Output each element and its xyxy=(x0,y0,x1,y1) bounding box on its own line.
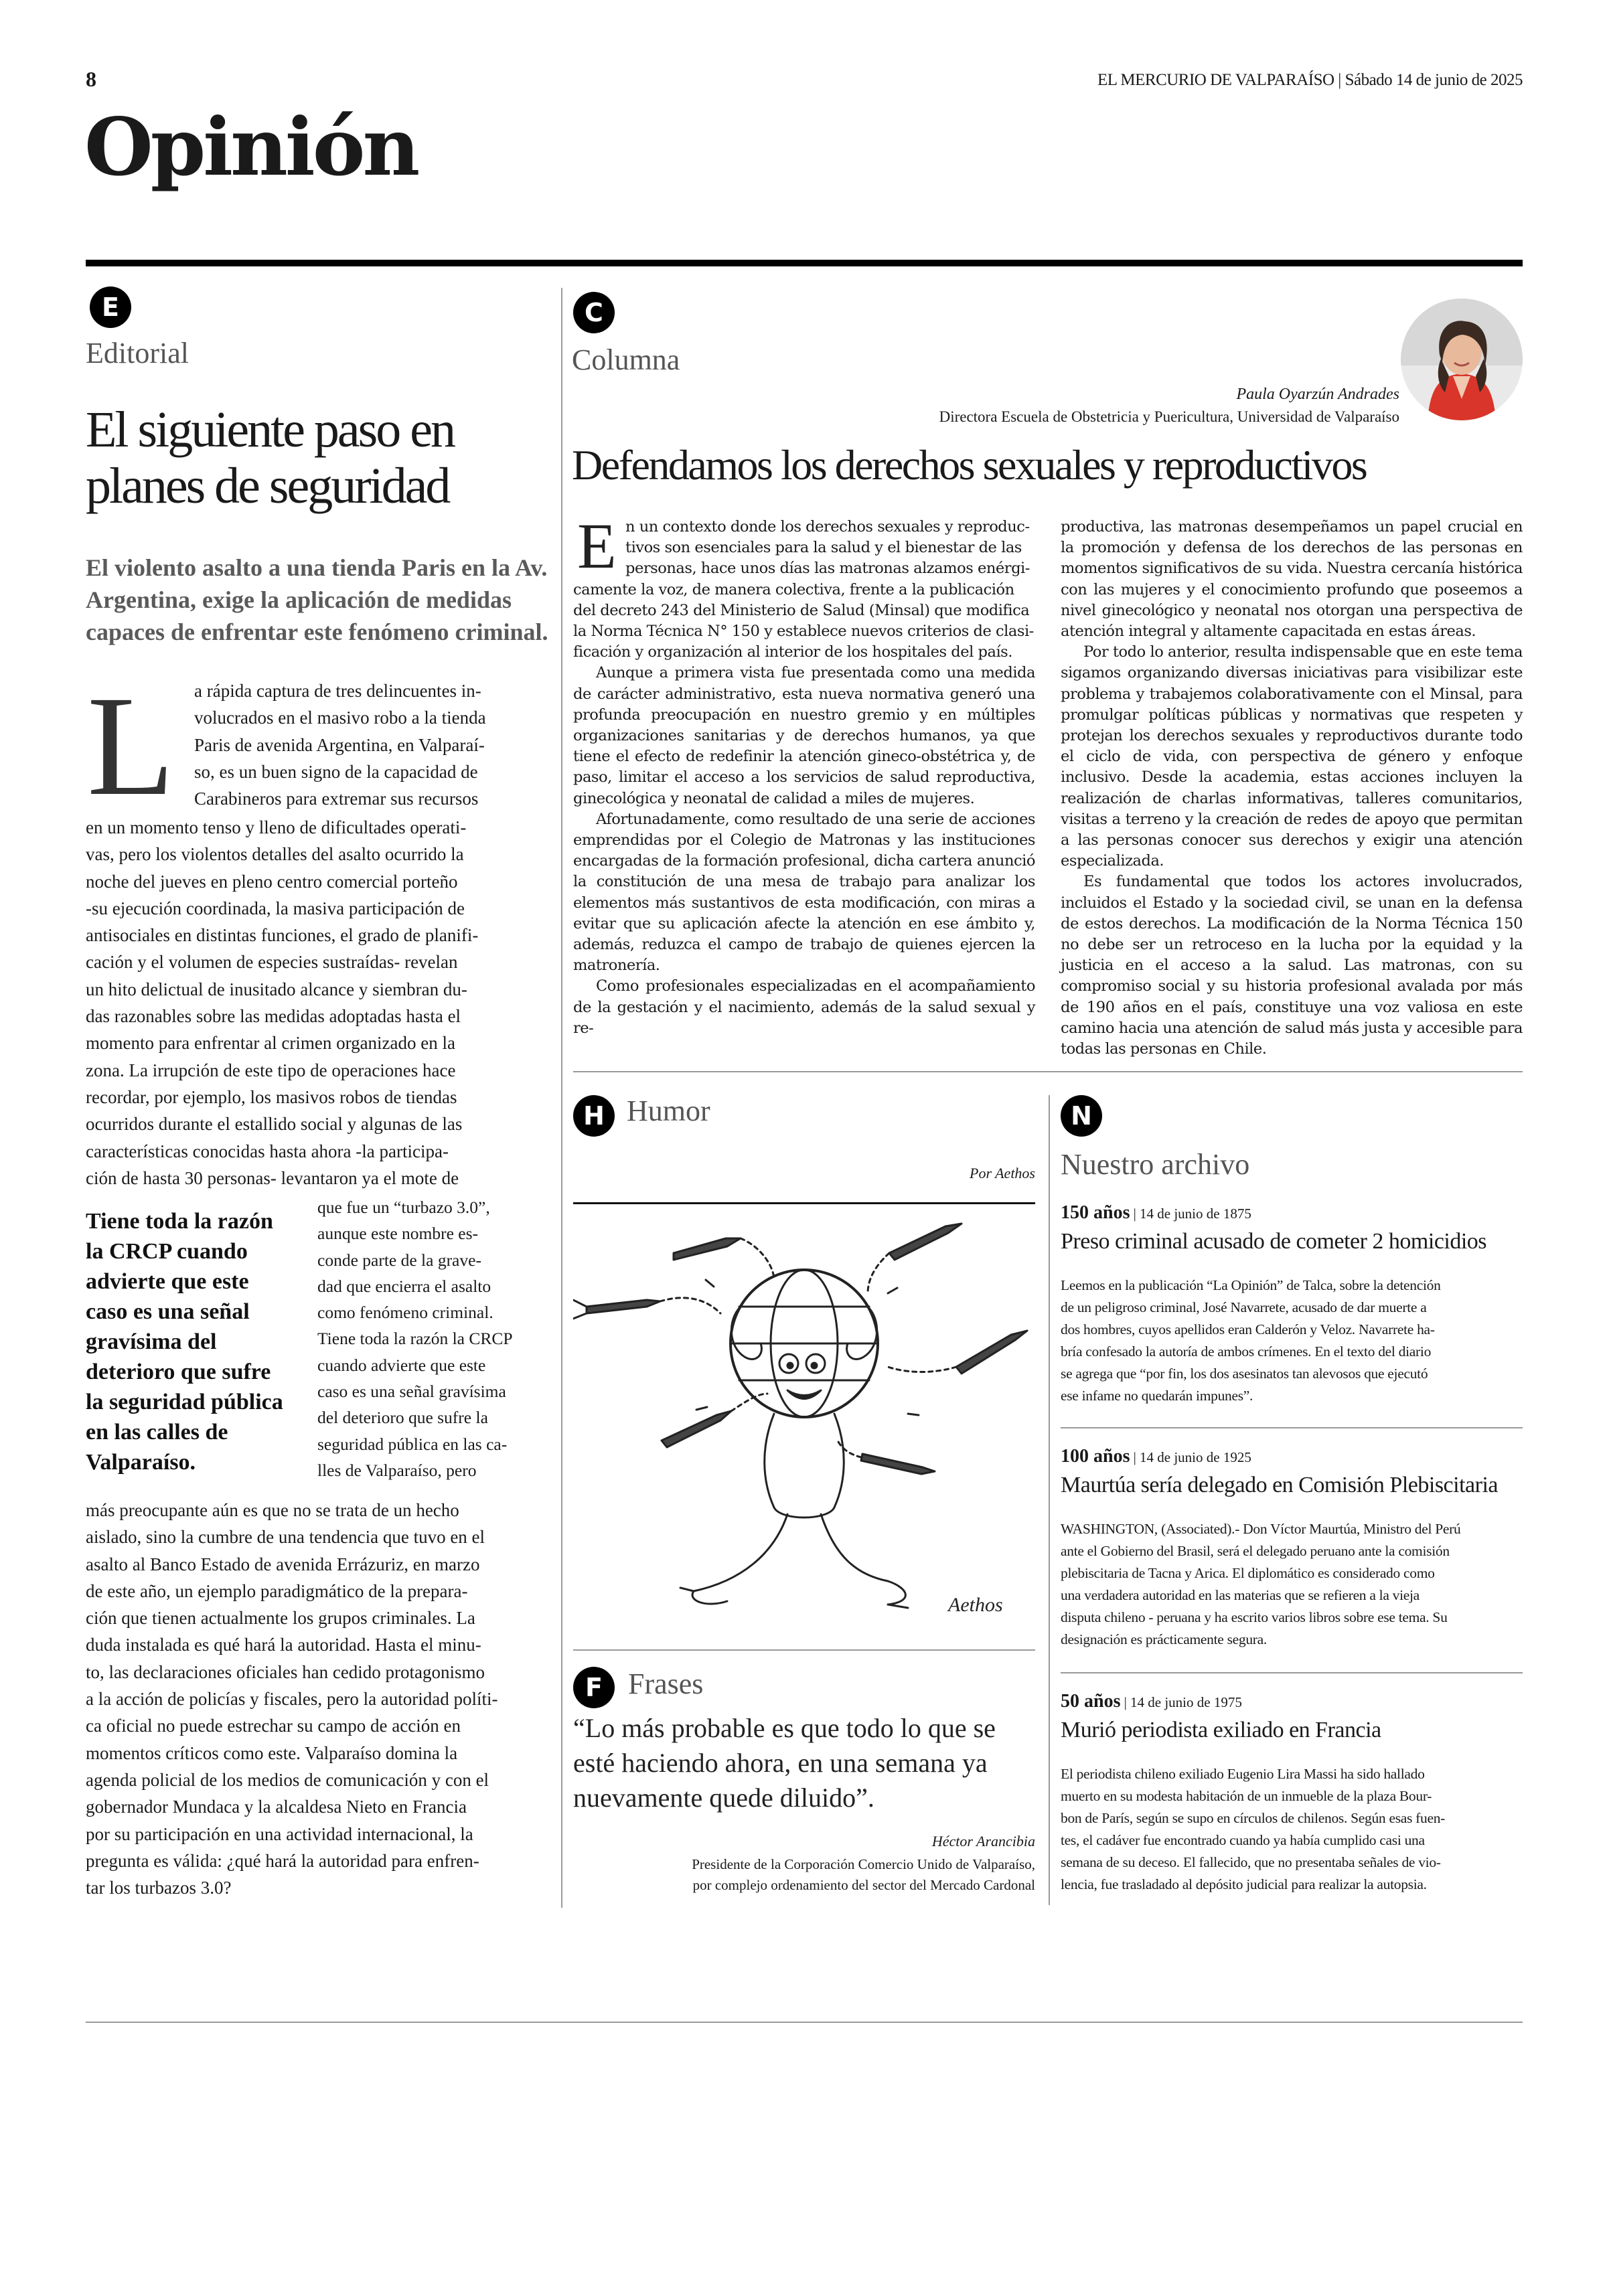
frases-quote: “Lo más probable es que todo lo que se esté haciendo ahora, en una semana ya nuevamente quede diluido”. xyxy=(573,1713,996,1813)
column-author-role: Directora Escuela de Obstetricia y Puericultura, Universidad de Valparaíso xyxy=(939,408,1399,425)
column-drop-lines: n un contexto donde los derechos sexuales y reproduc- tivos son esenciales para la salud y el bienestar de las personas, hace unos días las matronas alzamos enérgi- xyxy=(625,518,1030,578)
column-bottom-rule xyxy=(573,1071,1523,1072)
header-rule xyxy=(86,260,1523,266)
frases-author: Héctor Arancibia xyxy=(931,1833,1035,1850)
cartoon-signature: Aethos xyxy=(948,1594,1003,1616)
archive-item-rule xyxy=(1061,1672,1523,1673)
publication-folio: EL MERCURIO DE VALPARAÍSO | Sábado 14 de junio de 2025 xyxy=(1097,71,1523,89)
humor-cartoon xyxy=(573,1206,1035,1635)
editorial-tail: más preocupante aún es que no se trata de un hecho aislado, sino la cumbre de una tendencia que tuvo en el asalto al Banco Estado de avenida Errázuriz, en marzo de este año, un ejemplo paradigmático de la prepara- ción que tienen actualmente los grupos criminales. La duda instalada es qué hará la autoridad. Hasta el minu- to, las declaraciones oficiales han cedido protagonismo a la acción de policías y fiscales, pero la autoridad políti- ca oficial no puede estrechar su campo de acción en momentos críticos como este. Valparaíso domina la agenda policial de los medios de comunicación y con el gobernador Mundaca y la alcaldesa Nieto en Francia por su participación en una actividad internacional, la pregunta es válida: ¿qué hará la autoridad para enfren- tar los turbazos 3.0? xyxy=(86,1500,498,1898)
page-number: 8 xyxy=(86,67,96,91)
editorial-drop-cap: L xyxy=(87,667,175,825)
editorial-title: El siguiente paso en planes de seguridad xyxy=(86,402,454,514)
archive-marker: N xyxy=(1061,1095,1102,1137)
archive-kicker: Nuestro archivo xyxy=(1061,1148,1250,1181)
humor-top-rule xyxy=(573,1202,1035,1204)
humor-marker: H xyxy=(573,1095,615,1137)
editorial-marker: E xyxy=(90,286,131,328)
editorial-lead: El violento asalto a una tienda Paris en la Av. Argentina, exige la aplicación de medidas capaces de enfrentar este fenómeno criminal. xyxy=(86,554,548,645)
column-drop-cap: E xyxy=(577,510,617,582)
column-text-2: productiva, las matronas desempeñamos un papel crucial en la promoción y defensa de los derechos de las personas en momentos significativos de su vida. Nuestra cercanía histórica con las mujeres y el conocimiento profundo que poseemos a nivel ginecológico y neonatal nos otorgan una perspectiva de atención integral y altamente capacitada en estas áreas. Por todo lo anterior, resulta indispensable que en este tema sigamos organizando diversas iniciativas para visibilizar este problema y trabajemos colaborativamente con el Minsal, para promulgar políticas públicas y normativas que respeten y protejan los derechos sexuales y reproductivos durante todo el ciclo de vida, con perspectiva de género y enfoque inclusivo. Desde la academia, estas acciones incluyen la realización de charlas informativas, talleres comunitarios, visitas a terreno y la creación de redes de apoyo que permitan a las personas conocer sus derechos y exigir una atención especializada. Es fundamental que todos los actores involucrados, incluidos el Estado y la sociedad civil, se unan en la defensa de estos derechos. La modificación de la Norma Técnica 150 no debe ser un retroceso en la lucha por la equidad y la justicia en el acceso a la salud. Las matronas, con su compromiso social y su historia profesional avalada por más de 190 años en el país, constituye una voz valiosa en este camino hacia una atención de salud más justa y accesible para todas las personas en Chile. xyxy=(1061,518,1523,1058)
frases-marker: F xyxy=(573,1667,615,1708)
column-author: Paula Oyarzún Andrades xyxy=(1236,386,1399,403)
editorial-kicker: Editorial xyxy=(86,337,189,370)
frases-role: Presidente de la Corporación Comercio Unido de Valparaíso, por complejo ordenamiento del sector del Mercado Cardonal xyxy=(692,1856,1035,1893)
archive-item: 50 años | 14 de junio de 1975 Murió periodista exiliado en Francia El periodista chileno exiliado Eugenio Lira Massi ha sido hallado muerto en su modesta habitación de un inmueble de la plaza Bour- bon de París, según se supo en círculos de chilenos. Según esas fuen- tes, el cadáver fue encontrado cuando ya había cumplido casi una semana de su deceso. El fallecido, que no presentaba señales de vio- lencia, fue trasladado al depósito judicial para realizar la autopsia. xyxy=(1061,1691,1446,1892)
frases-kicker: Frases xyxy=(628,1667,704,1700)
author-portrait-image xyxy=(1401,299,1523,420)
humor-bottom-rule xyxy=(573,1649,1035,1651)
editorial-narrow-column: que fue un “turbazo 3.0”, aunque este nombre es- conde parte de la grave- dad que encierra el asalto como fenómeno criminal. Tiene toda la razón la CRCP cuando advierte que este caso es una señal gravísima del deterioro que sufre la seguridad pública en las ca- lles de Valparaíso, pero xyxy=(317,1198,513,1480)
editorial-pull-quote: Tiene toda la razón la CRCP cuando advierte que este caso es una señal gravísima del deterioro que sufre la seguridad pública en las calles de Valparaíso. xyxy=(86,1209,283,1475)
humor-kicker: Humor xyxy=(627,1094,710,1127)
section-title: Opinión xyxy=(84,100,418,193)
archive-item-rule xyxy=(1061,1427,1523,1428)
column-title: Defendamos los derechos sexuales y reproductivos xyxy=(572,441,1367,489)
column-text-1: camente la voz, de manera colectiva, frente a la publicación del decreto 243 del Ministerio de Salud (Minsal) que modifica la Norma Técnica N° 150 y establece nuevos criterios de clasi- ficación y organización al interior de los hospitales del país. Aunque a primera vista fue presentada como una medida de carácter administrativo, esta nueva normativa generó una profunda preocupación en nuestro gremio y en múltiples organizaciones sanitarias y de derechos humanos, ya que tiene el efecto de redefinir la atención gineco-obstétrica y, de paso, limitar el acceso a los servicios de salud reproductiva, ginecológica y neonatal de calidad a miles de mujeres. Afortunadamente, como resultado de una serie de acciones emprendidas por el Colegio de Matronas y las instituciones encargadas de la formación profesional, dicha cartera anunció la constitución de una mesa de trabajo para analizar los elementos más sustantivos de esta modificación, con miras a evitar que su aplicación afecte la atención en ese ámbito y, además, reduzca el campo de trabajo de quienes ejercen la matronería. Como profesionales especializadas en el acompañamiento de la gestación y el nacimiento, además de la salud sexual y re- xyxy=(573,580,1035,1037)
archive-item: 150 años | 14 de junio de 1875 Preso criminal acusado de cometer 2 homicidios Leemos en la publicación “La Opinión” de Talca, sobre la detención de un peligroso criminal, José Navarrete, acusado de dar muerte a dos hombres, cuyos apellidos eran Calderón y Veloz. Navarrete ha- bría confesado la autoría de ambos crímenes. En el texto del diario se agrega que “por fin, los dos asesinatos tan alevosos que ejecutó ese infame no quedarán impunes”. xyxy=(1061,1202,1487,1404)
cartoon-illustration xyxy=(573,1206,1035,1635)
column-divider xyxy=(561,288,562,1908)
humor-credit: Por Aethos xyxy=(970,1165,1035,1181)
archive-divider xyxy=(1049,1095,1050,1905)
editorial-drop-lines: a rápida captura de tres delincuentes in- volucrados en el masivo robo a la tienda Paris de avenida Argentina, en Valparaí- so, es un buen signo de la capacidad de Carabineros para extremar sus recursos xyxy=(194,681,486,809)
column-marker: C xyxy=(573,292,615,333)
author-portrait xyxy=(1401,299,1523,420)
footer-rule xyxy=(86,2022,1523,2023)
column-kicker: Columna xyxy=(572,343,680,376)
editorial-body: en un momento tenso y lleno de dificultades operati- vas, pero los violentos detalles del asalto ocurrido la noche del jueves en pleno centro comercial porteño -su ejecución coordinada, la masiva participación de antisociales en distintas funciones, el grado de planifi- cación y el volumen de especies sustraídas- revelan un hito delictual de inusitado alcance y siembran du- das razonables sobre las medidas adoptadas hasta el momento para enfrentar al crimen organizado en la zona. La irrupción de este tipo de operaciones hace recordar, por ejemplo, los masivos robos de tiendas ocurridos durante el estallido social y algunas de las características conocidas hasta ahora -la participa- ción de hasta 30 personas- levantaron ya el mote de xyxy=(86,817,479,1188)
archive-item: 100 años | 14 de junio de 1925 Maurtúa sería delegado en Comisión Plebiscitaria WASHINGTON, (Associated).- Don Víctor Maurtúa, Ministro del Perú ante el Gobierno del Brasil, será el delegado peruano ante la comisión plebiscitaria de Tacna y Arica. El diplomático es considerado como una verdadera autoridad en las materias que se refieren a la vieja disputa chileno - peruana y ha escrito varios libros sobre ese tema. Su designación es prácticamente segura. xyxy=(1061,1446,1498,1647)
